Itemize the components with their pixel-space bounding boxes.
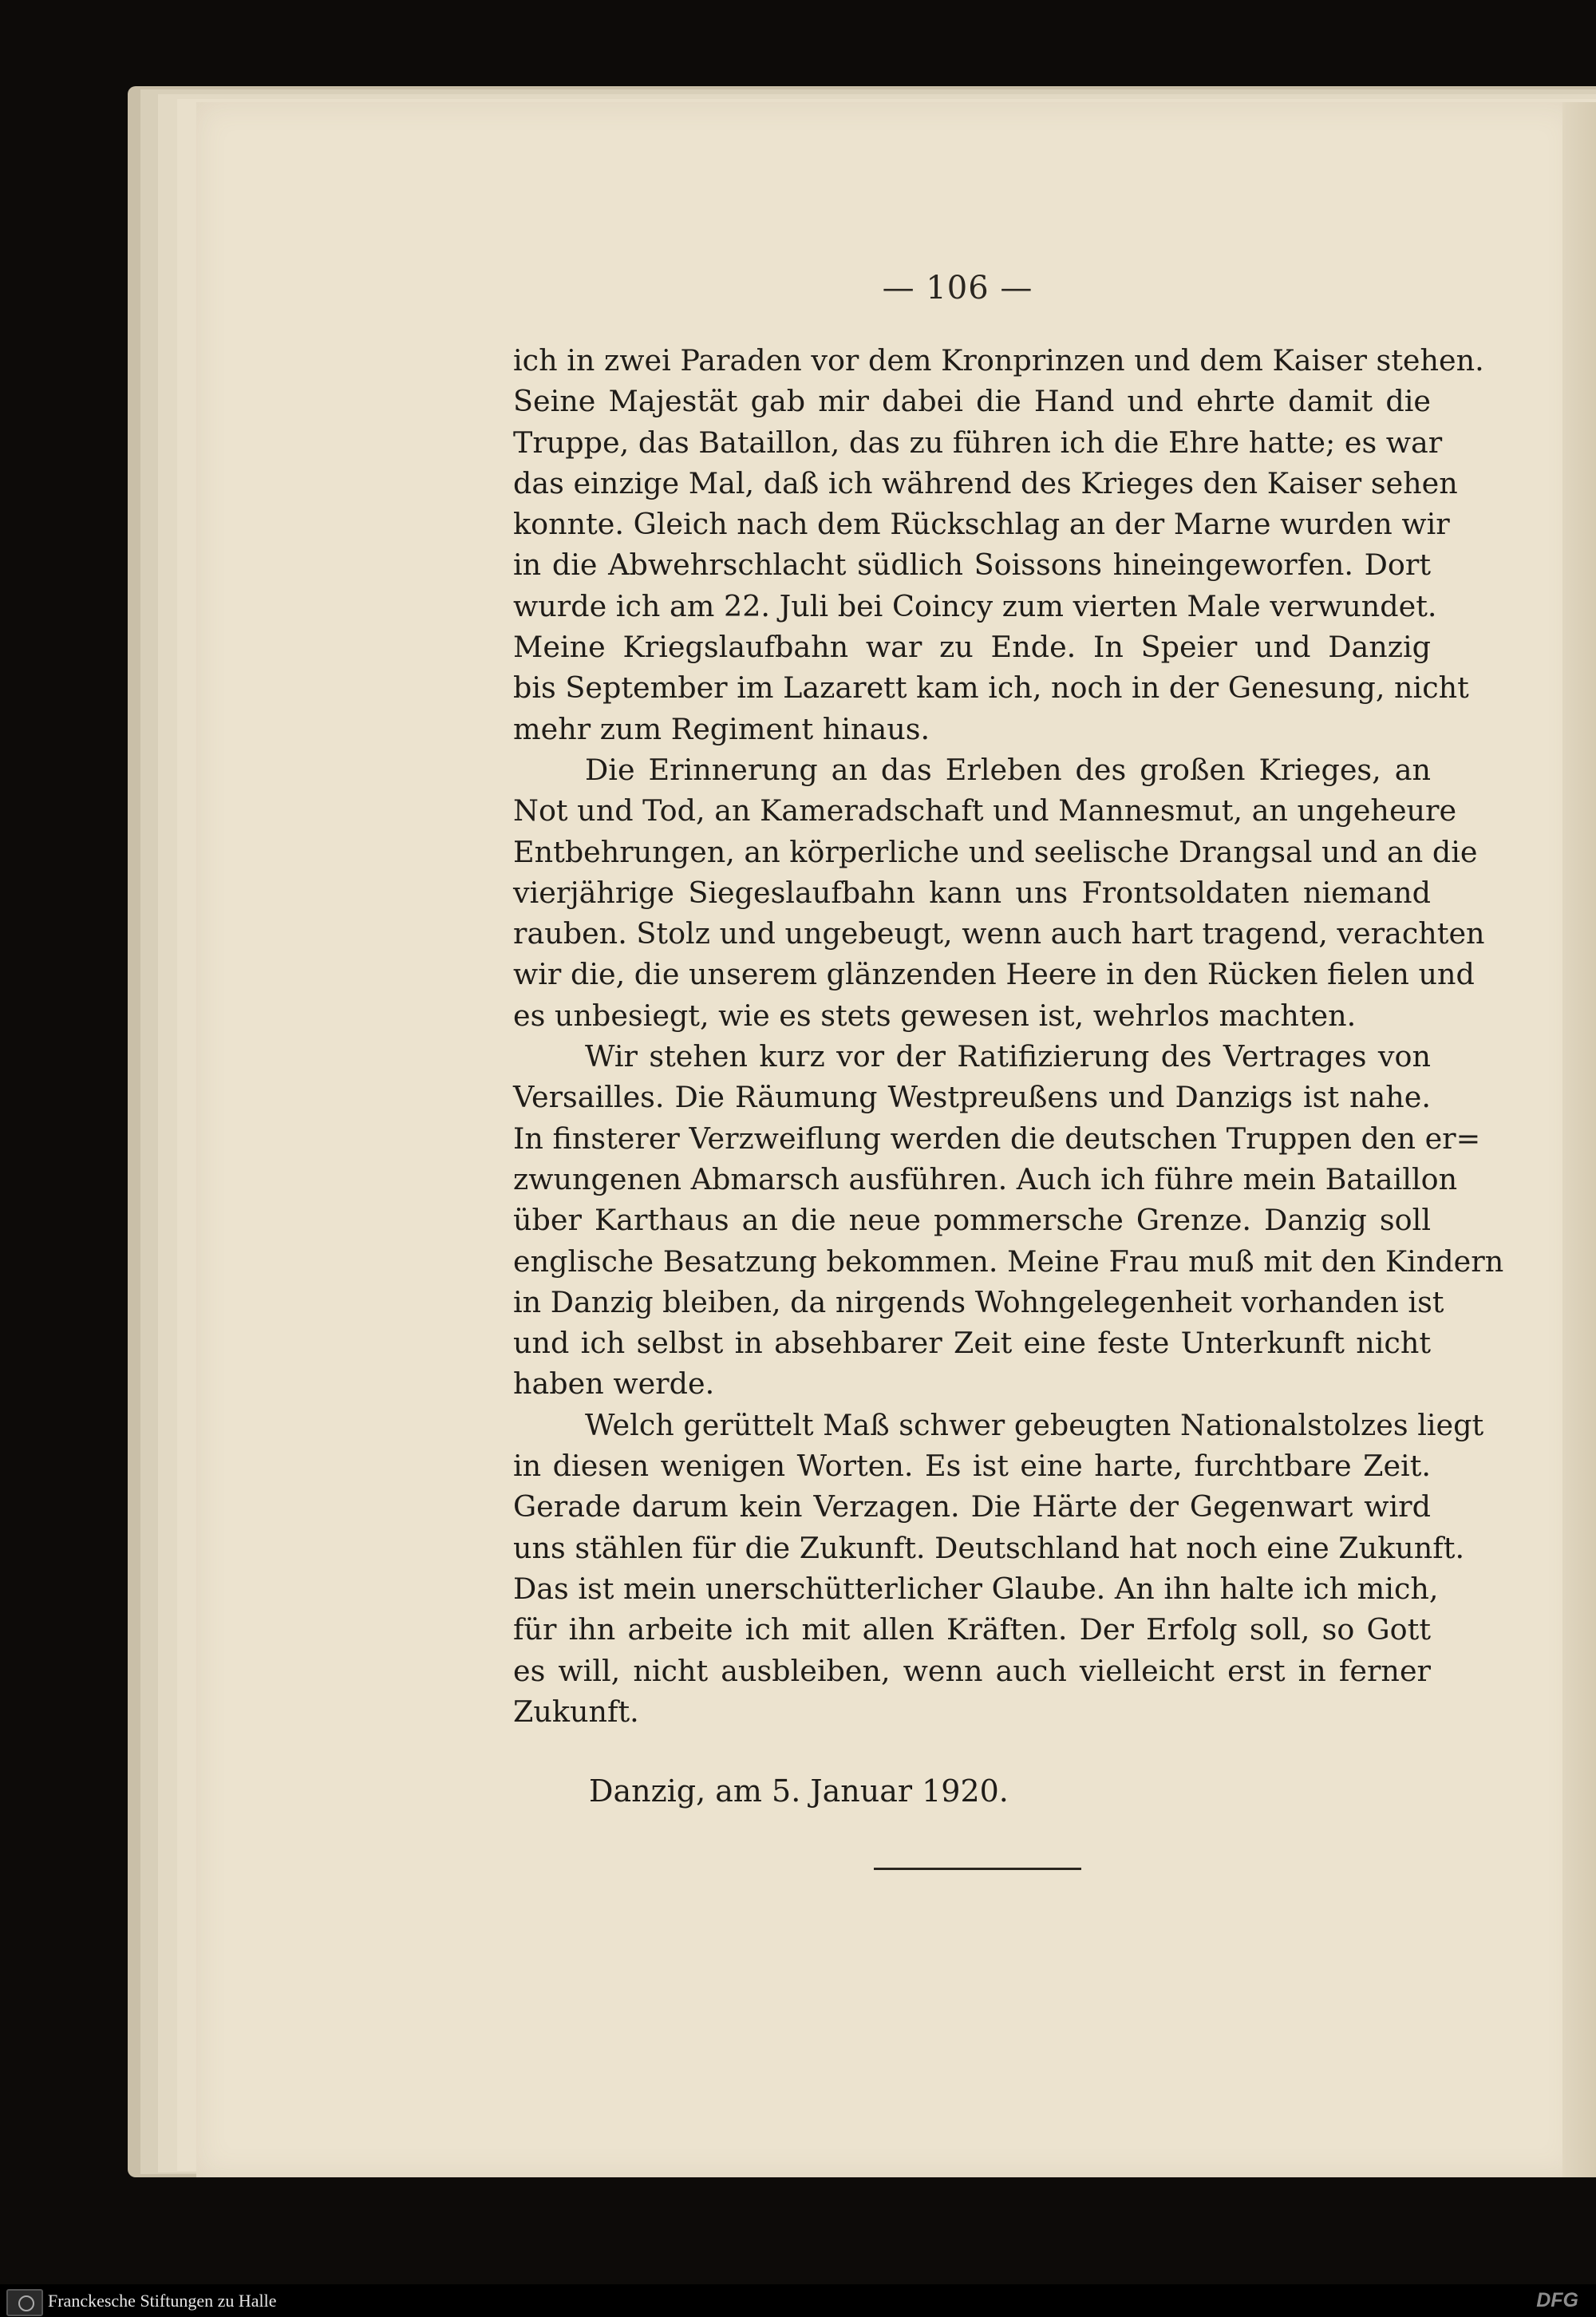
text-line: rauben. Stolz und ungebeugt, wenn auch hart tragend, verachten bbox=[513, 916, 1485, 951]
text-line: wir die, die unserem glänzenden Heere in den Rücken fielen und bbox=[513, 957, 1475, 992]
text-line: das einzige Mal, daß ich während des Krieges den Kaiser sehen bbox=[513, 465, 1458, 500]
text-line: Entbehrungen, an körperliche und seelische Drangsal und an die bbox=[513, 834, 1478, 869]
text-line: Gerade darum kein Verzagen. Die Härte der Gegenwart wird bbox=[513, 1489, 1431, 1524]
text-line: in Danzig bleiben, da nirgends Wohngelegenheit vorhanden ist bbox=[513, 1284, 1444, 1319]
text-line: Seine Majestät gab mir dabei die Hand und ehrte damit die bbox=[513, 384, 1431, 419]
text-line: Die Erinnerung an das Erleben des großen Krieges, an bbox=[585, 752, 1431, 787]
text-line: es unbesiegt, wie es stets gewesen ist, wehrlos machten. bbox=[513, 998, 1357, 1033]
text-line: Zukunft. bbox=[513, 1694, 639, 1729]
text-line: Versailles. Die Räumung Westpreußens und Danzigs ist nahe. bbox=[513, 1080, 1431, 1115]
text-line: es will, nicht ausbleiben, wenn auch vielleicht erst in ferner bbox=[513, 1653, 1431, 1688]
text-line: bis September im Lazarett kam ich, noch in der Genesung, nicht bbox=[513, 670, 1469, 706]
text-line: Das ist mein unerschütterlicher Glaube. An ihn halte ich mich, bbox=[513, 1571, 1439, 1606]
text-line: haben werde. bbox=[513, 1366, 715, 1402]
text-line: in die Abwehrschlacht südlich Soissons hineingeworfen. Dort bbox=[513, 548, 1431, 583]
place-date-signature: Danzig, am 5. Januar 1920. bbox=[589, 1773, 1009, 1809]
page-number: — 106 — bbox=[882, 270, 1033, 306]
dfg-logo: DFG bbox=[1536, 2289, 1578, 2311]
text-line: in diesen wenigen Worten. Es ist eine harte, furchtbare Zeit. bbox=[513, 1449, 1431, 1484]
text-line: Meine Kriegslaufbahn war zu Ende. In Speier und Danzig bbox=[513, 630, 1431, 665]
closing-rule bbox=[874, 1868, 1081, 1870]
text-line: konnte. Gleich nach dem Rückschlag an der Marne wurden wir bbox=[513, 507, 1450, 542]
text-line: Not und Tod, an Kameradschaft und Mannesmut, an ungeheure bbox=[513, 793, 1457, 828]
text-line: für ihn arbeite ich mit allen Kräften. Der Erfolg soll, so Gott bbox=[513, 1612, 1431, 1647]
text-line: uns stählen für die Zukunft. Deutschland hat noch eine Zukunft. bbox=[513, 1530, 1465, 1565]
text-line: mehr zum Regiment hinaus. bbox=[513, 711, 930, 746]
book-spine bbox=[1562, 102, 1596, 2177]
text-line: vierjährige Siegeslaufbahn kann uns Frontsoldaten niemand bbox=[513, 875, 1431, 910]
text-line: englische Besatzung bekommen. Meine Frau muß mit den Kindern bbox=[513, 1244, 1504, 1279]
institution-name: Franckesche Stiftungen zu Halle bbox=[48, 2291, 277, 2311]
text-line: Truppe, das Bataillon, das zu führen ich die Ehre hatte; es war bbox=[513, 425, 1443, 460]
text-line: wurde ich am 22. Juli bei Coincy zum vierten Male verwundet. bbox=[513, 588, 1437, 623]
text-line: zwungenen Abmarsch ausführen. Auch ich führe mein Bataillon bbox=[513, 1161, 1458, 1196]
text-line: über Karthaus an die neue pommersche Grenze. Danzig soll bbox=[513, 1203, 1431, 1238]
text-line: ich in zwei Paraden vor dem Kronprinzen und dem Kaiser stehen. bbox=[513, 343, 1484, 378]
institution-logo-icon bbox=[6, 2289, 43, 2316]
text-line: In finsterer Verzweiflung werden die deutschen Truppen den er= bbox=[513, 1121, 1481, 1156]
text-line: Welch gerüttelt Maß schwer gebeugten Nationalstolzes liegt bbox=[585, 1407, 1484, 1442]
viewer-footer-bar bbox=[0, 2284, 1596, 2317]
body-text bbox=[513, 340, 1504, 1732]
text-line: Wir stehen kurz vor der Ratifizierung des Vertrages von bbox=[585, 1039, 1431, 1074]
text-line: und ich selbst in absehbarer Zeit eine feste Unterkunft nicht bbox=[513, 1326, 1431, 1361]
